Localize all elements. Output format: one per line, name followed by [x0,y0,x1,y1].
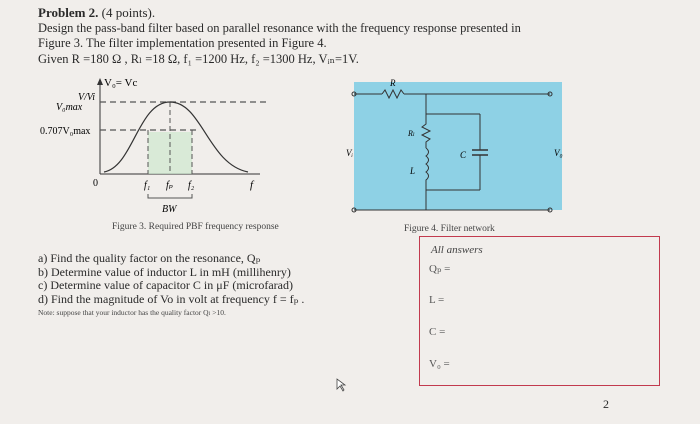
bw-label: BW [162,204,177,215]
l-label: L [410,166,416,176]
r-label: R [390,78,396,88]
figure-4-circuit [340,74,590,234]
problem-line-3: Given R =180 Ω , Rₗ =18 Ω, f₁ =1200 Hz, f₂ =1300 Hz, Vᵢₙ=1V. [38,52,359,66]
problem-line-2: Figure 3. The filter implementation presented in Figure 4. [38,36,327,50]
level-label: 0.707V₀max [40,126,91,137]
origin-label: 0 [93,178,98,189]
page-number: 2 [603,397,609,411]
bw-bracket [148,194,192,198]
answer-l[interactable]: L = [429,294,445,306]
f1-label: f₁ [144,180,151,191]
vi-label: V/Vi [78,92,96,103]
y-axis-arrow [97,78,103,85]
vmax-label: V₀max [56,102,83,113]
problem-line-1: Design the pass-band filter based on parallel resonance with the frequency response presented in [38,21,521,35]
vo-terminal-label: V₀ [554,148,563,158]
question-b: b) Determine value of inductor L in mH (millihenry) [38,264,291,279]
answers-title: All answers [431,244,483,256]
question-c: c) Determine value of capacitor C in μF (microfarad) [38,278,293,292]
c-label: C [460,150,467,160]
answers-box [419,236,660,386]
question-a: a) Find the quality factor on the resonance, Qₚ [38,251,261,265]
problem-points: (4 points). [101,5,156,20]
vi-terminal-label: Vᵢ [346,148,353,158]
answer-vo[interactable]: V₀ = [429,358,450,370]
mouse-cursor-icon [335,378,347,392]
top-label: V₀= Vc [104,77,138,89]
answer-c[interactable]: C = [429,326,446,338]
f2-label: f₂ [188,180,195,191]
figure-3-response-plot [38,72,338,237]
question-list [38,252,304,320]
circuit-highlight [354,82,562,210]
figure-3-caption: Figure 3. Required PBF frequency response [112,222,279,232]
answer-qp[interactable]: Qₚ = [429,263,451,275]
fp-label: fₚ [166,180,173,191]
f-axis-label: f [250,179,254,191]
question-d: d) Find the magnitude of Vo in volt at frequency f = fₚ . [38,291,305,306]
problem-number: Problem 2. [38,5,99,20]
figure-4-caption: Figure 4. Filter network [404,224,495,234]
problem-title [38,5,155,21]
rl-label: Rₗ [408,129,415,138]
question-note: Note: suppose that your inductor has the quality factor Qₗ >10. [38,308,226,317]
